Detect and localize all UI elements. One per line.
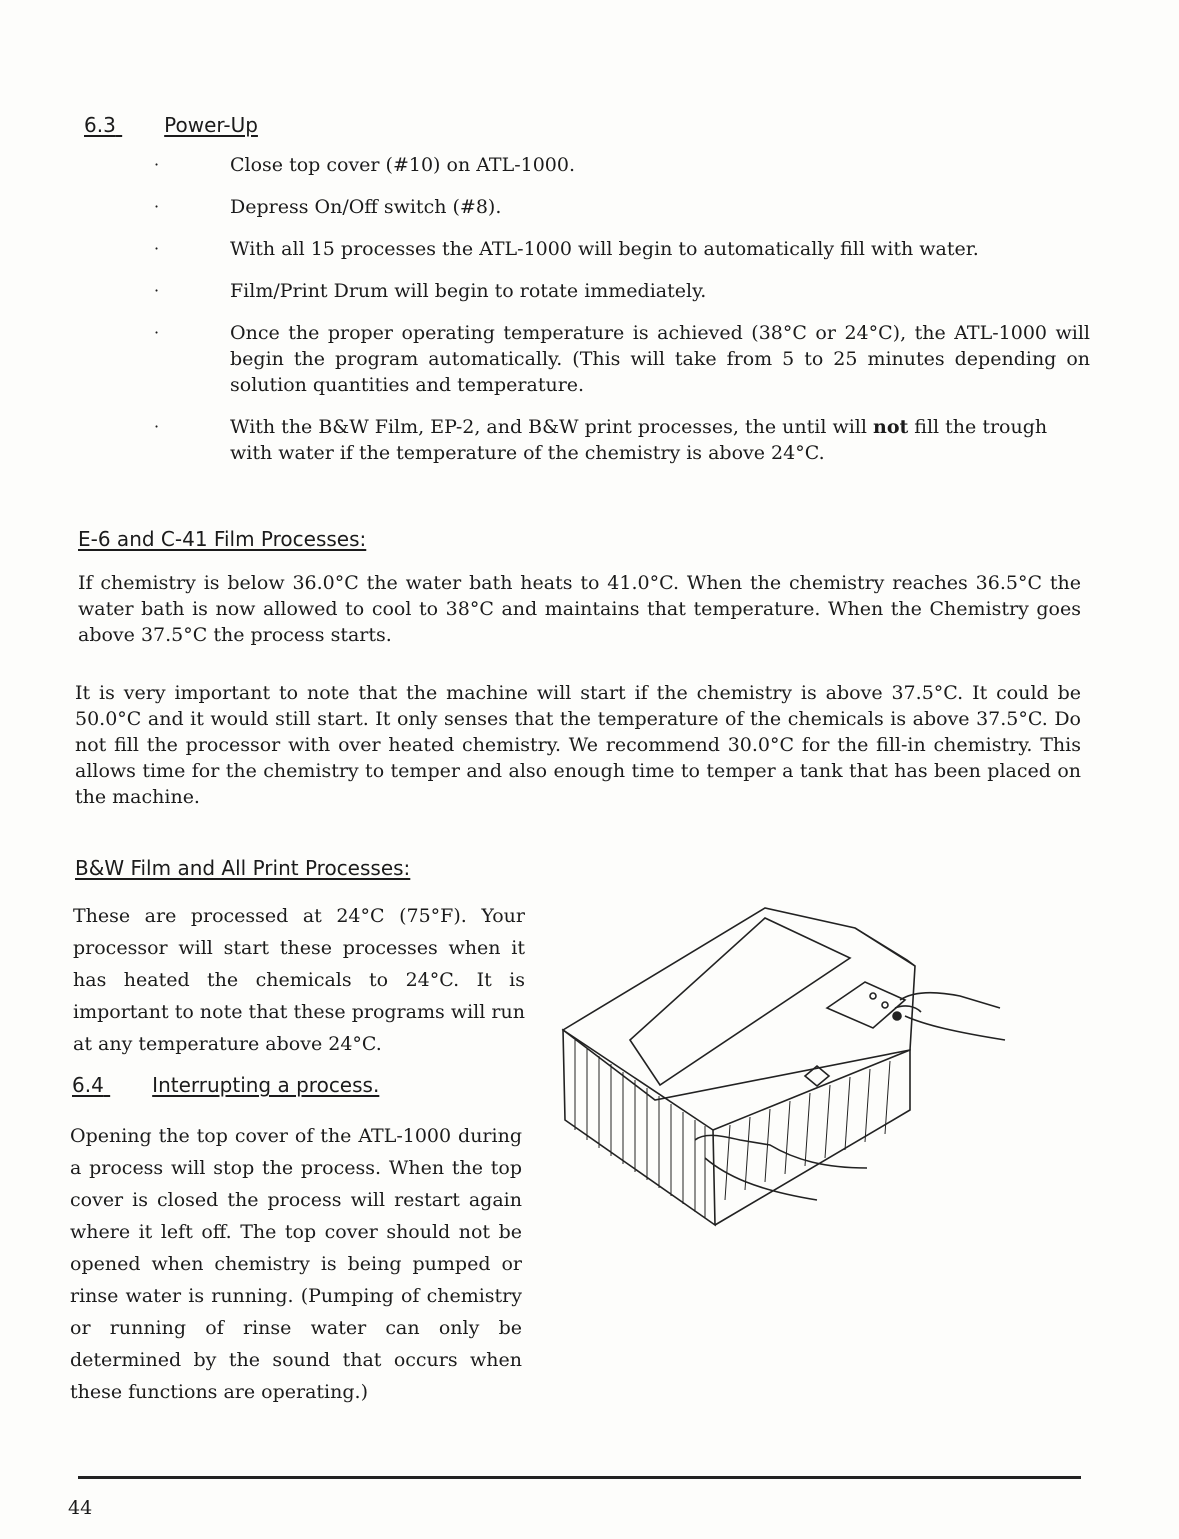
section-heading-power-up (84, 113, 258, 137)
bw-paragraph: These are processed at 24°C (75°F). Your processor will start these processes when it has heated the chemicals to 24°C. It is important to note that these programs will run at any temperature above 24°C. (73, 905, 525, 1055)
footer-rule (78, 1476, 1081, 1479)
e6-paragraph-1: If chemistry is below 36.0°C the water bath heats to 41.0°C. When the chemistry reaches 36.5°C the water bath is now allowed to cool to 38°C and maintains that temperature. When the Chemistry goes above 37.5°C the process starts. (78, 572, 1081, 646)
vent-slats (575, 1040, 890, 1218)
list-item: · With all 15 processes the ATL-1000 will begin to automatically fill with water. (154, 238, 979, 260)
e6-paragraph-2: It is very important to note that the machine will start if the chemistry is above 37.5°C. It could be 50.0°C and it would still start. It only senses that the temperature of the chemicals is above 37.5°C. Do not fill the processor with over heated chemistry. We recommend 30.0°C for the fill-in chemistry. This allows time for the chemistry to temper and also enough time to temper a tank that has been placed on the machine. (75, 682, 1081, 808)
section-heading-interrupting (72, 1073, 379, 1097)
list-item: · Once the proper operating temperature is achieved (38°C or 24°C), the ATL-1000 will begin the program automatically. (This will take from 5 to 25 minutes depending on solution quantities and temperature. (154, 322, 1090, 396)
control-panel (827, 982, 905, 1028)
section-title: Power-Up (164, 113, 258, 137)
list-item: · Close top cover (#10) on ATL-1000. (154, 154, 576, 176)
section-number: 6.4 (72, 1073, 104, 1097)
processor-illustration (555, 900, 1035, 1240)
power-up-steps (150, 152, 1090, 482)
section-title: Interrupting a process. (152, 1073, 380, 1097)
left-hand (695, 1135, 867, 1200)
lid-panel (630, 918, 850, 1085)
list-item: · Film/Print Drum will begin to rotate immediately. (154, 280, 707, 302)
list-item: · Depress On/Off switch (#8). (154, 196, 502, 218)
processor-top-cover (563, 908, 915, 1100)
section-number: 6.3 (84, 113, 116, 137)
list-item: · With the B&W Film, EP-2, and B&W print processes, the until will not fill the trough with water if the temperature of the chemistry is above 24°C. (154, 416, 1048, 464)
section-heading-bw: B&W Film and All Print Processes: (75, 856, 411, 880)
interrupt-paragraph: Opening the top cover of the ATL-1000 during a process will stop the process. When the top cover is closed the process will restart again where it left off. The top cover should not be opened when chemistry is being pumped or rinse water is running. (Pumping of chemistry or running of rinse water can only be determined by the sound that occurs when these functions are operating.) (70, 1125, 522, 1403)
front-panel (563, 1030, 715, 1225)
section-heading-e6-c41: E-6 and C-41 Film Processes: (78, 527, 367, 551)
page-number: 44 (68, 1497, 93, 1519)
